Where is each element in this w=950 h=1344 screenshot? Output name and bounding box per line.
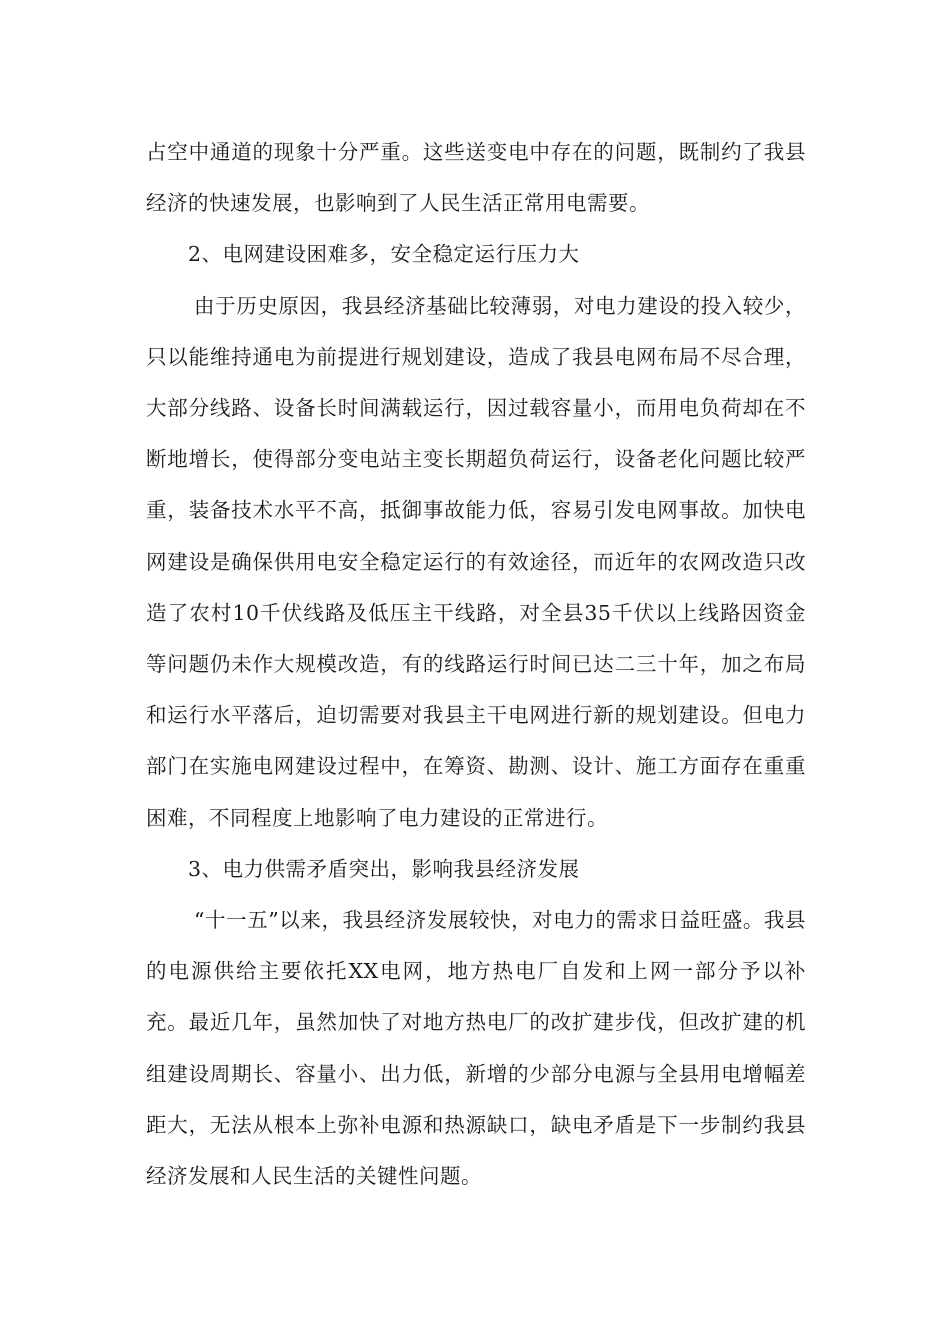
paragraph-continuation: 占空中通道的现象十分严重。这些送变电中存在的问题，既制约了我县经济的快速发展，也影响到了人民生活正常用电需要。: [146, 140, 806, 216]
document-body: [146, 127, 806, 1202]
section-heading-3: 3、电力供需矛盾突出，影响我县经济发展: [188, 856, 580, 881]
paragraph-section-3: “十一五”以来，我县经济发展较快，对电力的需求日益旺盛。我县的电源供给主要依托XX电网，地方热电厂自发和上网一部分予以补充。最近几年，虽然加快了对地方热电厂的改扩建步伐，但改扩建的机组建设周期长、容量小、出力低，新增的少部分电源与全县用电增幅差距大，无法从根本上弥补电源和热源缺口，缺电矛盾是下一步制约我县经济发展和人民生活的关键性问题。: [146, 908, 806, 1189]
section-heading-2: 2、电网建设困难多，安全稳定运行压力大: [188, 242, 580, 267]
paragraph-section-2: 由于历史原因，我县经济基础比较薄弱，对电力建设的投入较少，只以能维持通电为前提进行规划建设，造成了我县电网布局不尽合理，大部分线路、设备长时间满载运行，因过载容量小，而用电负荷却在不断地增长，使得部分变电站主变长期超负荷运行，设备老化问题比较严重，装备技术水平不高，抵御事故能力低，容易引发电网事故。加快电网建设是确保供用电安全稳定运行的有效途径，而近年的农网改造只改造了农村10千伏线路及低压主干线路，对全县35千伏以上线路因资金等问题仍未作大规模改造，有的线路运行时间已达二三十年，加之布局和运行水平落后，迫切需要对我县主干电网进行新的规划建设。但电力部门在实施电网建设过程中，在筹资、勘测、设计、施工方面存在重重困难，不同程度上地影响了电力建设的正常进行。: [146, 293, 806, 830]
